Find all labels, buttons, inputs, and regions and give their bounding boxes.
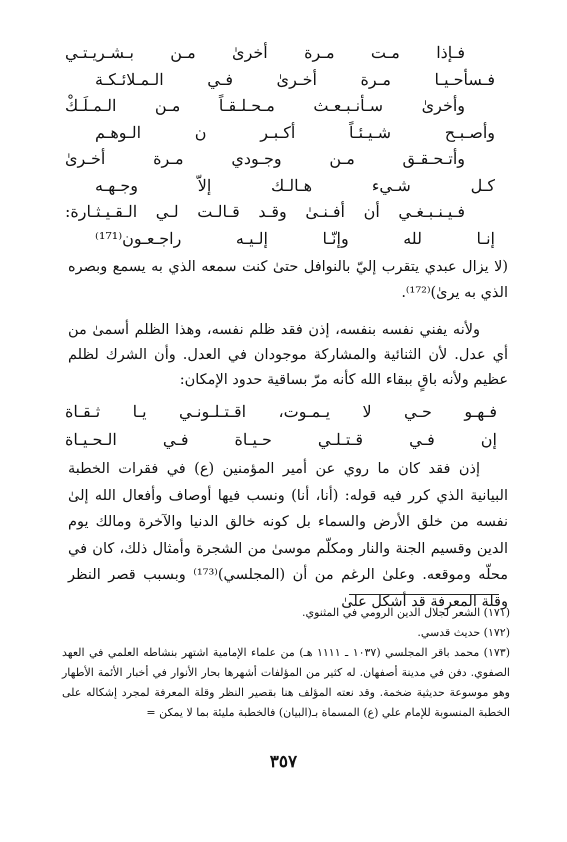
body-paragraph: ولأنه يفني نفسه بنفسه، إذن فقد ظلم نفسه، وهذا الظلم أسمىٰ من أي عدل. لأن الثنائية والمشاركة موجودان في العدل. وأن الشرك لظلم عظيم ولأنه باقٍ ببقاء الله كأنه مرّ بساقية حدود الإمكان:	[68, 322, 508, 388]
poem-line: فـهـو حـي لا يـمـوت، اقـتـلـونـي يـا ثـقـاة	[65, 402, 497, 421]
hadith-quote: (لا يزال عبدي يتقرب إليّ بالنوافل حتىٰ كنت سمعه الذي به يسمع وبصره الذي به يرىٰ)⁽¹⁷²⁾.	[68, 259, 508, 301]
poem-line: وأتـحـقـق مـن وجـودي مـرة أخـرىٰ	[65, 149, 465, 168]
poem-line: إنـا لله وإنّـا إلـيـه راجـعـون⁽¹⁷¹⁾	[95, 228, 495, 248]
poem-line: كـل شـيء هـالـك إلاّ وجـهـه	[95, 175, 495, 195]
poem-line: فـإذا مـت مـرة أخرىٰ مـن بـشـريـتـي	[65, 43, 465, 62]
body-paragraph: إذن فقد كان ما روي عن أمير المؤمنين (ع) في فقرات الخطبة البيانية الذي كرر فيه قوله: (أنا، أنا) ونسب فيها أوصاف وأفعال الله إلىٰ نفسه من خلق الأرض والسماء بل كونه خالق الدنيا والآخرة ومالك يوم الدين وقسيم الجنة والنار ومكلّم موسىٰ من الشجرة وأمثال ذلك، كان في محلّه وموقعه. وعلىٰ الرغم من أن (المجلسي)⁽¹⁷³⁾ وبسبب قصر النظر وقلة المعرفة قد أشكل علىٰ	[68, 461, 508, 610]
poem-line: وأخرىٰ سـأنـبـعـث مـحـلـقـاً مـن الـمـلَـكْ	[65, 96, 465, 115]
footnote: (١٧١) الشعر لجلال الدين الرومي في المثنوي.	[302, 606, 510, 619]
footnote-divider	[349, 594, 499, 595]
poem-line: فـسأحـيـا مـرة أخـرىٰ فـي الـمـلائـكـة	[95, 69, 495, 89]
footnote: (١٧٢) حديث قدسي.	[417, 626, 510, 639]
page-number: ٣٥٧	[269, 752, 298, 772]
poem-stanza	[65, 40, 495, 252]
footnotes	[62, 603, 510, 723]
poem-line: وأصـبـح شـيـئـاً أكـبـر ن الـوهـم	[95, 122, 495, 142]
footnote: (١٧٣) محمد باقر المجلسي (١٠٣٧ ـ ١١١١ هـ) من علماء الإمامية اشتهر بنشاطه العلمي في العهد الصفوي. دفن في مدينة أصفهان. له كثير من المؤلفات أشهرها بحار الأنوار في أخبار الأئمة الأطهار وهو موسوعة حديثية ضخمة. وقد نعته المؤلف هنا بقصير النظر وقلة المعرفة لمجرد إشكاله على الخطبة المنسوبة للإمام علي (ع) المسماة بـ(البيان) فالخطبة مليئة بما لا يمكن =	[62, 646, 510, 719]
poem-stanza	[65, 398, 497, 454]
poem-line: فـيـنـبـغـي أن أفـنـىٰ وقـد قـالـت لـي الـقـيـثـارة:	[65, 202, 465, 221]
poem-line: إن فـي قـتـلـي حـيـاة فـي الـحـيـاة	[65, 430, 497, 449]
